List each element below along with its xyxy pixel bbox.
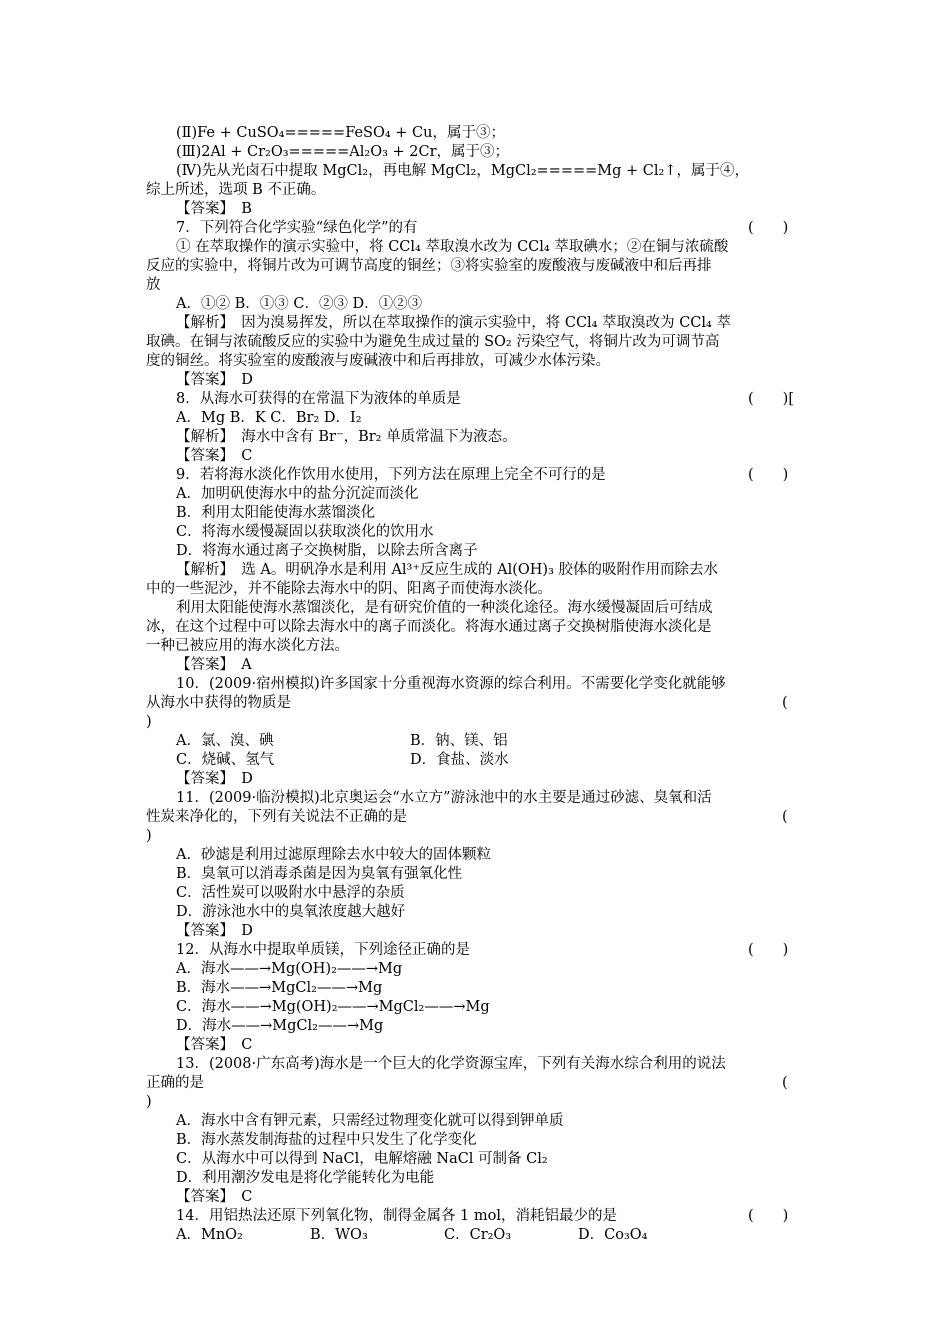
analysis-line: 【解析】 海水中含有 Br⁻，Br₂ 单质常温下为液态。 [176,429,517,445]
text-line: 冰，在这个过程中可以除去海水中的离子而淡化。将海水通过离子交换树脂使海水淡化是 [146,619,712,635]
answer-bracket: ( ) [748,467,789,483]
answer-bracket: ( ) [748,220,789,236]
option-d: D．海水——→MgCl₂——→Mg [176,1018,384,1034]
answer-line: 【答案】 D [176,372,253,388]
analysis-line: 【解析】 因为溴易挥发，所以在萃取操作的演示实验中，将 CCl₄ 萃取溴改为 CCl₄ 萃 [176,315,731,331]
option-d: D．游泳池水中的臭氧浓度越大越好 [176,904,406,920]
text-line: 放 [146,277,161,293]
question-12: 12．从海水中提取单质镁，下列途径正确的是 [176,942,470,958]
option-b: B．海水——→MgCl₂——→Mg [176,980,383,996]
question-14: 14．用铝热法还原下列氧化物，制得金属各 1 mol，消耗铝最少的是 [176,1208,618,1224]
option-b: B．利用太阳能使海水蒸馏淡化 [176,505,376,521]
question-13: 13．(2008·广东高考)海水是一个巨大的化学资源宝库，下列有关海水综合利用的说法 [176,1056,726,1072]
text-line: 正确的是 [146,1075,204,1091]
question-7: 7．下列符合化学实验“绿色化学”的有 [176,220,418,236]
text-line: 度的铜丝。将实验室的废酸液与废碱液中和后再排放，可减少水体污染。 [146,353,610,369]
analysis-line: 【解析】 选 A。明矾净水是利用 Al³⁺反应生成的 Al(OH)₃ 胶体的吸附作用而除去水 [176,562,718,578]
option-d: D．将海水通过离子交换树脂，以除去所含离子 [176,543,478,559]
option-a: A．MnO₂ [176,1227,243,1243]
question-8: 8．从海水可获得的在常温下为液体的单质是 [176,391,461,407]
answer-bracket-open: ( [782,809,788,825]
answer-line: 【答案】 C [176,448,253,464]
text-line: 一种已被应用的海水淡化方法。 [146,638,349,654]
question-9: 9．若将海水淡化作饮用水使用，下列方法在原理上完全不可行的是 [176,467,606,483]
options-line: A．①② B．①③ C．②③ D．①②③ [176,296,423,312]
answer-line: 【答案】 C [176,1037,253,1053]
option-b: B．WO₃ [310,1227,368,1243]
option-c: C．烧碱、氢气 [176,752,275,768]
option-a: A．氯、溴、碘 [176,733,274,749]
option-d: D．食盐、淡水 [410,752,509,768]
text-line: 中的一些泥沙，并不能除去海水中的阴、阳离子而使海水淡化。 [146,581,552,597]
answer-line: 【答案】 D [176,923,253,939]
option-a: A．海水中含有钾元素，只需经过物理变化就可以得到钾单质 [176,1113,564,1129]
answer-bracket: ( )[ [748,391,794,407]
answer-line: 【答案】 A [176,657,252,673]
text-line: (Ⅱ)Fe + CuSO₄=====FeSO₄ + Cu，属于③； [176,125,505,141]
option-a: A．加明矾使海水中的盐分沉淀而淡化 [176,486,419,502]
option-c: C．从海水中可以得到 NaCl，电解熔融 NaCl 可制备 Cl₂ [176,1151,548,1167]
answer-bracket-open: ( [782,1075,788,1091]
option-c: C．将海水缓慢凝固以获取淡化的饮用水 [176,524,434,540]
answer-line: 【答案】 B [176,201,252,217]
text-line: (Ⅲ)2Al + Cr₂O₃=====Al₂O₃ + 2Cr，属于③； [176,144,510,160]
options-line: A．Mg B．K C．Br₂ D．I₂ [176,410,362,426]
text-line: 综上所述，选项 B 不正确。 [146,182,326,198]
answer-bracket-close: ) [146,714,152,730]
text-line: 从海水中获得的物质是 [146,695,291,711]
text-line: 利用太阳能使海水蒸馏淡化，是有研究价值的一种淡化途径。海水缓慢凝固后可结成 [176,600,713,616]
option-a: A．海水——→Mg(OH)₂——→Mg [176,961,403,977]
option-d: D．利用潮汐发电是将化学能转化为电能 [176,1170,435,1186]
text-line: ① 在萃取操作的演示实验中，将 CCl₄ 萃取溴水改为 CCl₄ 萃取碘水；②在铜与浓硫酸 [176,239,729,255]
option-c: C．活性炭可以吸附水中悬浮的杂质 [176,885,405,901]
question-11: 11．(2009·临汾模拟)北京奥运会“水立方”游泳池中的水主要是通过砂滤、臭氧和活 [176,790,712,806]
text-line: 反应的实验中，将铜片改为可调节高度的铜丝；③将实验室的废酸液与废碱液中和后再排 [146,258,712,274]
text-line: 性炭来净化的，下列有关说法不正确的是 [146,809,407,825]
text-line: (Ⅳ)先从光卤石中提取 MgCl₂，再电解 MgCl₂，MgCl₂=====Mg + Cl₂↑，属于④， [176,163,749,179]
option-b: B．钠、镁、铝 [410,733,508,749]
answer-line: 【答案】 D [176,771,253,787]
option-d: D．Co₃O₄ [578,1227,648,1243]
answer-line: 【答案】 C [176,1189,253,1205]
options-row [176,1226,806,1245]
question-10: 10．(2009·宿州模拟)许多国家十分重视海水资源的综合利用。不需要化学变化就能够 [176,676,726,692]
option-b: B．臭氧可以消毒杀菌是因为臭氧有强氧化性 [176,866,463,882]
option-b: B．海水蒸发制海盐的过程中只发生了化学变化 [176,1132,477,1148]
option-a: A．砂滤是利用过滤原理除去水中较大的固体颗粒 [176,847,491,863]
answer-bracket-close: ) [146,1094,152,1110]
answer-bracket: ( ) [748,1208,789,1224]
option-c: C．Cr₂O₃ [444,1227,512,1243]
answer-bracket: ( ) [748,942,789,958]
answer-bracket-open: ( [782,695,788,711]
answer-bracket-close: ) [146,828,152,844]
option-c: C．海水——→Mg(OH)₂——→MgCl₂——→Mg [176,999,490,1015]
text-line: 取碘。在铜与浓硫酸反应的实验中为避免生成过量的 SO₂ 污染空气，将铜片改为可调节高 [146,334,720,350]
